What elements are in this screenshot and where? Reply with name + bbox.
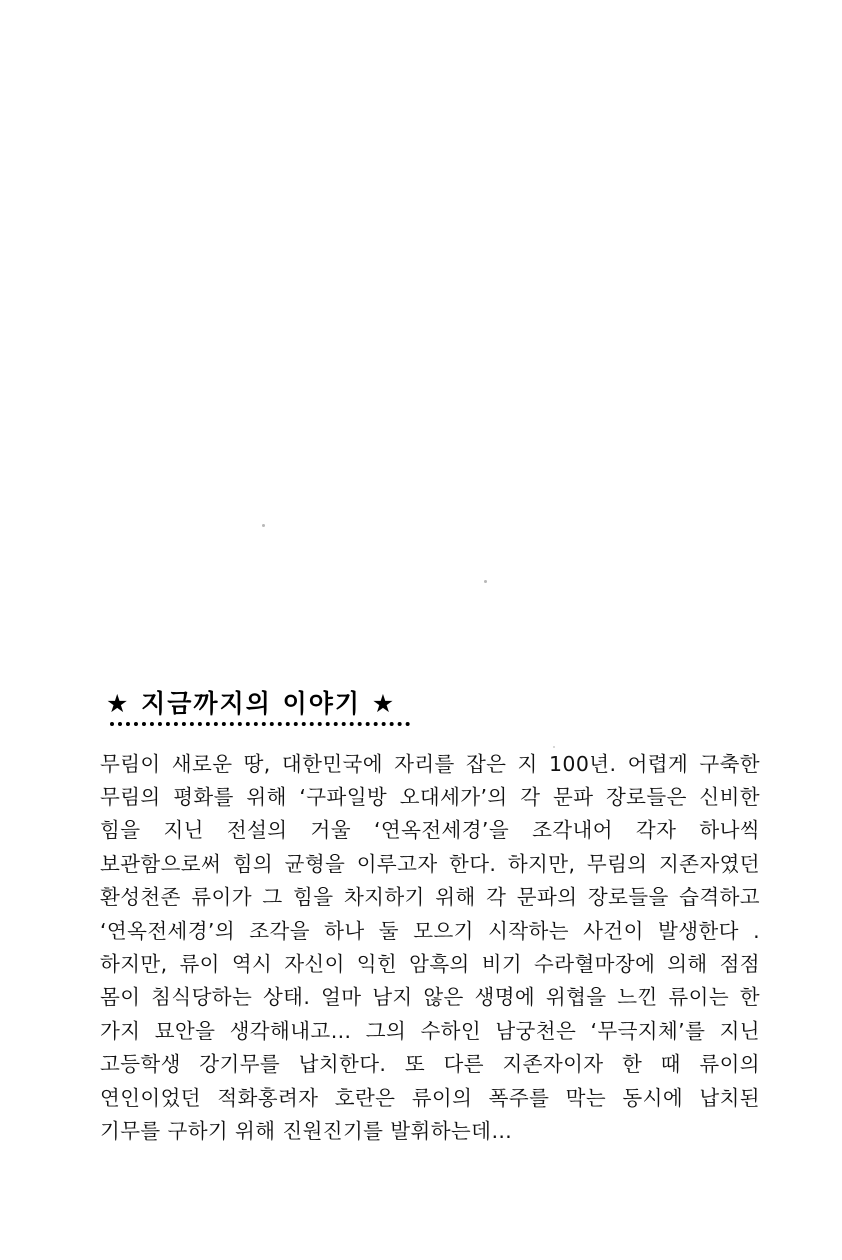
- title-divider: [110, 722, 410, 726]
- page-title: ★ 지금까지의 이야기 ★: [106, 689, 397, 718]
- story-so-far-section: [100, 690, 760, 1169]
- print-speck: [484, 580, 487, 583]
- print-speck: [262, 524, 265, 527]
- story-summary-text: 무림이 새로운 땅, 대한민국에 자리를 잡은 지 100년. 어렵게 구축한 무림의 평화를 위해 ‘구파일방 오대세가’의 각 문파 장로들은 신비한 힘을 지닌 전설의 거울 ‘연옥전세경’을 조각내어 각자 하나씩 보관함으로써 힘의 균형을 이루고자 한다. 하지만, 무림의 지존자였던 환성천존 류이가 그 힘을 차지하기 위해 각 문파의 장로들을 습격하고 ‘연옥전세경’의 조각을 하나 둘 모으기 시작하는 사건이 발생한다 . 하지만, 류이 역시 자신이 익힌 암흑의 비기 수라혈마장에 의해 점점 몸이 침식당하는 상태. 얼마 남지 않은 생명에 위협을 느낀 류이는 한 가지 묘안을 생각해내고… 그의 수하인 남궁천은 ‘무극지체’를 지닌 고등학생 강기무를 납치한다. 또 다른 지존자이자 한 때 류이의 연인이었던 적화홍려자 호란은 류이의 폭주를 막는 동시에 납치된 기무를 구하기 위해 진원진기를 발휘하는데…: [100, 751, 760, 1143]
